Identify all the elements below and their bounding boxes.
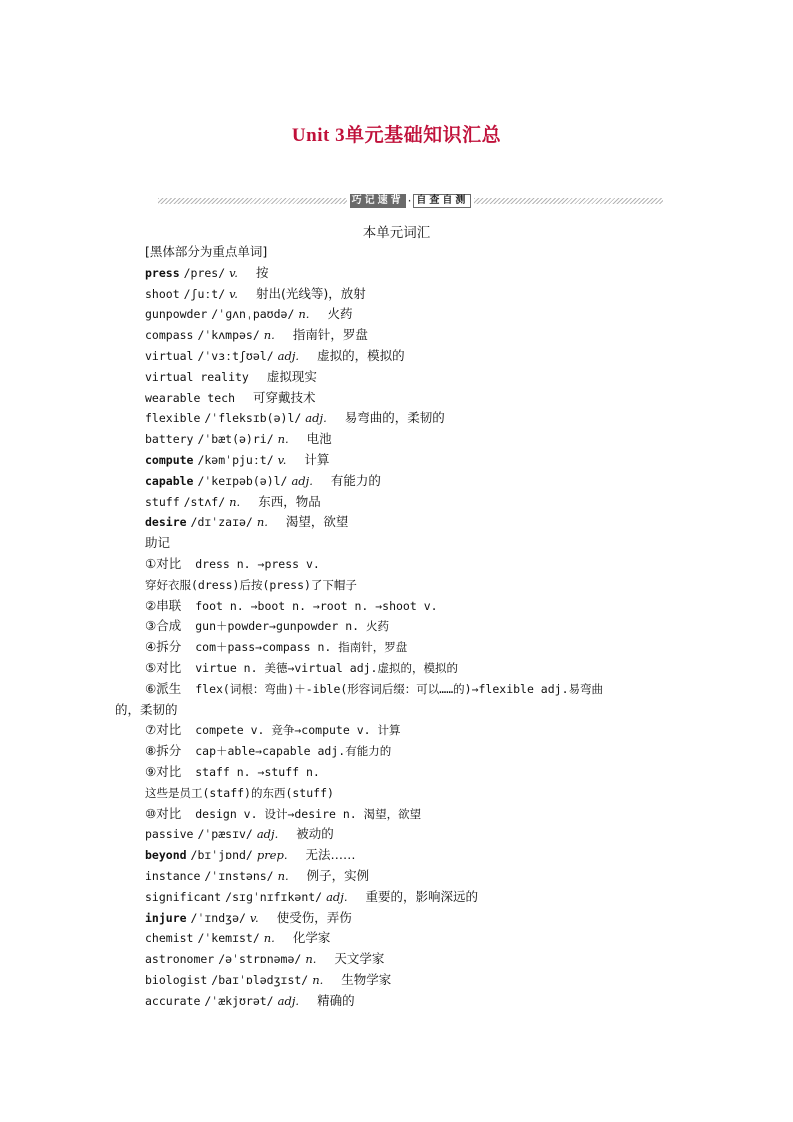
vocab-pos: adj.: [277, 348, 300, 363]
tip-body: 穿好衣服(dress)后按(press)了下帽子: [145, 577, 357, 592]
tip-item: [145, 596, 690, 617]
vocab-meaning: 电池: [306, 431, 332, 447]
vocab-phonetic: /ˈbæt(ə)ri/: [197, 432, 274, 447]
vocab-entry: [145, 284, 690, 305]
vocab-phonetic: /ˈfleksɪb(ə)l/: [204, 411, 302, 426]
vocab-pos: n.: [263, 328, 275, 343]
vocab-word: chemist: [145, 931, 194, 946]
tip-item: [145, 575, 690, 596]
vocab-entry: [145, 866, 690, 887]
tip-body: foot n. →boot n. →root n. →shoot v.: [195, 598, 438, 613]
vocab-meaning: 有能力的: [330, 472, 381, 488]
tips-heading: 助记: [145, 535, 171, 551]
vocab-meaning: 无法……: [305, 847, 356, 863]
tip-item: [145, 554, 690, 575]
tip-tag: ③合成: [145, 618, 182, 634]
vocab-phonetic: /ˈɪnstəns/: [204, 868, 274, 883]
vocab-meaning: 使受伤，弄伤: [276, 909, 352, 925]
vocab-meaning: 指南针，罗盘: [292, 327, 368, 343]
tip-item: [145, 720, 690, 741]
banner-hatch-left: [158, 198, 347, 204]
vocab-meaning: 可穿戴技术: [253, 389, 316, 405]
vocab-entry: [145, 304, 690, 325]
vocab-word: capable: [145, 473, 194, 488]
vocab-meaning: 射出(光线等)，放射: [255, 285, 366, 301]
tip-tag: ①对比: [145, 555, 182, 571]
vocab-word: battery: [145, 432, 194, 447]
vocab-pos: v.: [229, 265, 238, 280]
vocab-meaning: 虚拟现实: [266, 368, 317, 384]
vocab-word: significant: [145, 889, 222, 904]
vocab-word: virtual: [145, 348, 194, 363]
tip-item: [145, 762, 690, 783]
vocab-phonetic: /ʃuːt/: [183, 286, 226, 301]
vocab-meaning: 渴望，欲望: [285, 514, 349, 530]
tip-body: dress n. →press v.: [195, 556, 320, 571]
vocab-entry: [145, 325, 690, 346]
tip-item: [145, 679, 690, 700]
vocab-meaning: 火药: [327, 306, 353, 322]
vocab-entry: [145, 824, 690, 845]
tip-tag: ⑨对比: [145, 763, 182, 779]
tip-body: compete v. 竞争→compute v. 计算: [195, 723, 401, 738]
tip-tag: ⑩对比: [145, 805, 182, 821]
tip-body: 这些是员工(staff)的东西(stuff): [145, 785, 334, 800]
vocab-pos: n.: [229, 494, 241, 509]
section-banner: [158, 193, 663, 209]
vocab-phonetic: /ˈvɜːtʃʊəl/: [197, 348, 274, 363]
vocab-phonetic: /stʌf/: [183, 494, 226, 509]
banner-label-left: 巧记速背: [351, 195, 404, 206]
tip-item: [145, 804, 690, 825]
vocab-word: injure: [145, 910, 187, 925]
vocab-meaning: 生物学家: [341, 971, 392, 987]
vocab-meaning: 化学家: [292, 930, 331, 946]
vocab-phonetic: /dɪˈzaɪə/: [190, 515, 253, 530]
vocab-word: astronomer: [145, 952, 215, 967]
vocab-entry: [145, 949, 690, 970]
vocab-phonetic: /pres/: [183, 265, 226, 280]
vocab-entry: [145, 388, 690, 409]
vocab-word: shoot: [145, 286, 180, 301]
vocab-list-1: [145, 263, 690, 533]
vocab-phonetic: /ˈkeɪpəb(ə)l/: [197, 473, 288, 488]
vocab-meaning: 例子，实例: [306, 867, 370, 883]
banner-badge: [350, 194, 472, 208]
tip-body: flex(词根：弯曲)＋-ible(形容词后缀：可以……的)→flexible adj.易弯曲: [195, 681, 604, 696]
vocab-entry: [145, 471, 690, 492]
vocab-word: desire: [145, 515, 187, 530]
vocab-list-2: [145, 824, 690, 1011]
document-title: Unit 3单元基础知识汇总: [291, 125, 502, 146]
vocab-pos: n.: [263, 931, 275, 946]
vocab-meaning: 按: [255, 264, 269, 280]
tip-tag: ⑧拆分: [145, 743, 182, 759]
tip-tag: ②串联: [145, 597, 182, 613]
tip-body: com＋pass→compass n. 指南针，罗盘: [195, 640, 408, 655]
tip-body: gun＋powder→gunpowder n. 火药: [195, 619, 389, 634]
vocab-entry: [145, 991, 690, 1012]
vocab-pos: n.: [277, 868, 289, 883]
vocab-word: accurate: [145, 993, 201, 1008]
vocab-pos: adj.: [326, 889, 348, 904]
vocab-word: press: [145, 265, 180, 280]
tip-tag: ⑤对比: [145, 659, 182, 675]
vocab-meaning: 东西，物品: [258, 493, 321, 509]
vocab-word: wearable tech: [145, 390, 236, 405]
vocab-pos: adj.: [291, 473, 313, 488]
vocab-phonetic: /ˈɪndʒə/: [190, 910, 246, 925]
tip-item: [145, 658, 690, 679]
vocab-phonetic: /ˈkʌmpəs/: [197, 328, 260, 343]
vocab-entry: [145, 492, 690, 513]
tip-body: virtue n. 美德→virtual adj.虚拟的，模拟的: [195, 660, 458, 675]
tip-tag: ⑥派生: [145, 680, 182, 696]
vocab-meaning: 虚拟的，模拟的: [317, 347, 405, 363]
vocab-phonetic: /kəmˈpjuːt/: [197, 452, 274, 467]
vocab-pos: n.: [312, 972, 324, 987]
vocab-meaning: 被动的: [296, 826, 334, 842]
vocab-pos: n.: [305, 952, 317, 967]
vocab-entry: [145, 346, 690, 367]
vocab-phonetic: /ˈɡʌnˌpaʊdə/: [211, 307, 295, 322]
tip-tag: ④拆分: [145, 639, 182, 655]
vocab-word: compute: [145, 452, 194, 467]
banner-dot: ·: [407, 194, 412, 208]
vocab-entry: [145, 263, 690, 284]
vocab-entry: [145, 408, 690, 429]
vocab-entry: [145, 512, 690, 533]
vocab-entry: [145, 429, 690, 450]
vocab-meaning: 精确的: [317, 992, 355, 1008]
tip-body: staff n. →stuff n.: [195, 764, 320, 779]
section-title: 本单元词汇: [362, 225, 431, 241]
vocab-word: passive: [145, 827, 194, 842]
vocab-entry: [145, 887, 690, 908]
tip-item: [145, 741, 690, 762]
vocab-entry: [145, 928, 690, 949]
tips-list: [115, 554, 690, 824]
vocab-pos: v.: [277, 452, 287, 467]
vocab-meaning: 计算: [304, 451, 330, 467]
tip-item: [145, 783, 690, 804]
vocab-phonetic: /sɪɡˈnɪfɪkənt/: [225, 889, 323, 904]
vocab-word: virtual reality: [145, 369, 249, 384]
vocab-phonetic: /ˈkemɪst/: [197, 931, 260, 946]
vocab-pos: adj.: [256, 827, 279, 842]
vocab-phonetic: /ˈækjʊrət/: [204, 993, 274, 1008]
banner-label-right: 自查自测: [413, 194, 471, 208]
vocab-entry: [145, 367, 690, 388]
tip-item: [145, 616, 690, 637]
vocab-pos: adj.: [277, 993, 300, 1008]
vocab-word: compass: [145, 328, 194, 343]
vocab-phonetic: /bɪˈjɒnd/: [190, 848, 253, 863]
vocab-word: stuff: [145, 494, 180, 509]
note-line: [黑体部分为重点单词]: [145, 244, 268, 259]
vocab-entry: [145, 450, 690, 471]
vocab-pos: n.: [298, 307, 310, 322]
vocab-pos: v.: [249, 910, 259, 925]
tip-tag: ⑦对比: [145, 722, 182, 738]
vocab-pos: adj.: [305, 411, 327, 426]
vocab-pos: n.: [256, 515, 268, 530]
vocab-meaning: 天文学家: [334, 951, 385, 967]
vocab-entry: [145, 908, 690, 929]
vocab-word: flexible: [145, 411, 201, 426]
vocab-phonetic: /baɪˈɒlədʒɪst/: [211, 972, 309, 987]
tip-body: design v. 设计→desire n. 渴望，欲望: [195, 806, 422, 821]
banner-hatch-right: [474, 198, 663, 204]
vocab-pos: v.: [229, 286, 238, 301]
vocab-word: beyond: [145, 848, 187, 863]
vocab-word: instance: [145, 868, 201, 883]
vocab-meaning: 重要的，影响深远的: [365, 888, 479, 904]
tip-continuation: 的，柔韧的: [115, 701, 178, 717]
vocab-pos: n.: [277, 432, 289, 447]
vocab-entry: [145, 970, 690, 991]
vocab-phonetic: /ˈpæsɪv/: [197, 827, 253, 842]
vocab-word: gunpowder: [145, 307, 208, 322]
vocab-pos: prep.: [256, 848, 288, 863]
tip-body: cap＋able→capable adj.有能力的: [195, 744, 392, 759]
vocab-phonetic: /əˈstrɒnəmə/: [218, 952, 302, 967]
vocab-word: biologist: [145, 972, 208, 987]
vocab-entry: [145, 845, 690, 866]
vocab-content: [115, 242, 690, 1011]
tip-item: [145, 637, 690, 658]
vocab-meaning: 易弯曲的，柔韧的: [344, 410, 445, 426]
